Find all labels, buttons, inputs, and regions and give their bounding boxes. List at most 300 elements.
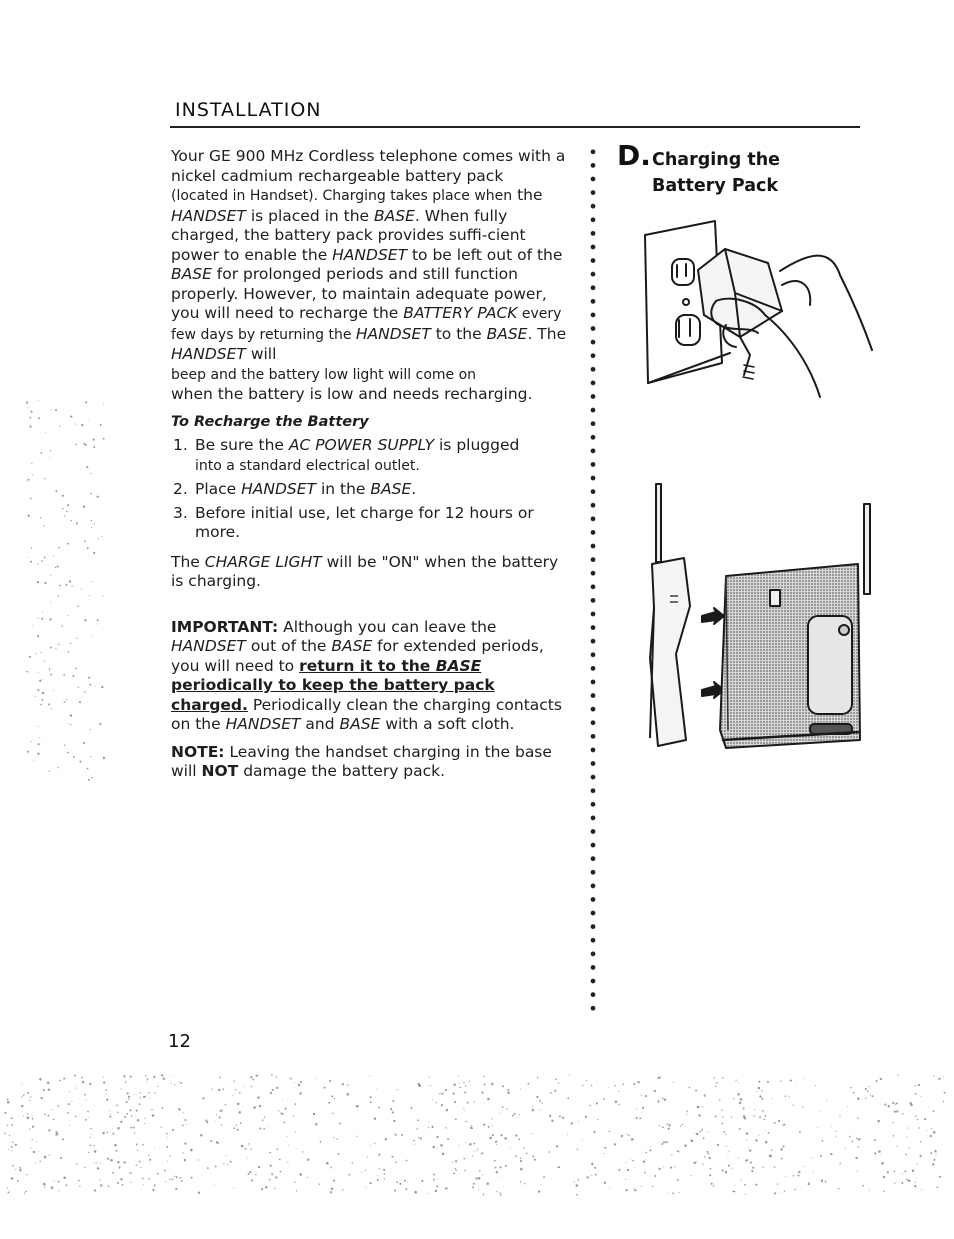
intro-text: is placed in the [245, 206, 375, 225]
speckle [721, 1110, 722, 1111]
speckle [112, 1172, 114, 1174]
step-number: 2. [173, 480, 188, 498]
term-handset: HANDSET [171, 206, 246, 225]
speckle [28, 407, 29, 408]
speckle [578, 1121, 579, 1122]
speckle [822, 1140, 824, 1142]
speckle [152, 1189, 154, 1191]
speckle [251, 1148, 252, 1149]
speckle [11, 1124, 13, 1126]
speckle [738, 1082, 739, 1083]
speckle [845, 1148, 846, 1149]
speckle [716, 1082, 718, 1084]
speckle [37, 689, 39, 691]
speckle [892, 1102, 894, 1104]
speckle [67, 543, 69, 545]
speckle [799, 1131, 801, 1133]
speckle [91, 527, 92, 528]
speckle [763, 1166, 764, 1167]
speckle [437, 1148, 438, 1149]
speckle [50, 575, 51, 576]
speckle [27, 1117, 30, 1120]
speckle [109, 1116, 111, 1118]
speckle [166, 1146, 168, 1148]
speckle [410, 1107, 412, 1109]
speckle [428, 1127, 429, 1128]
speckle [49, 618, 51, 620]
important-paragraph [171, 618, 571, 735]
speckle [144, 1118, 145, 1119]
speckle [72, 675, 74, 677]
speckle [650, 1149, 652, 1151]
speckle [943, 1101, 945, 1103]
speckle [673, 1082, 674, 1083]
speckle [785, 1095, 786, 1096]
speckle [695, 1133, 696, 1134]
speckle [704, 1156, 705, 1157]
speckle [483, 1193, 484, 1194]
speckle [665, 1141, 667, 1143]
speckle [148, 1092, 150, 1094]
speckle [81, 424, 83, 426]
speckle [47, 1082, 50, 1085]
speckle [518, 1138, 520, 1140]
speckle [35, 696, 36, 697]
speckle [36, 1141, 37, 1142]
speckle [393, 1120, 395, 1122]
speckle [870, 1095, 871, 1096]
speckle [374, 1117, 377, 1120]
term-ac-power-supply: AC POWER SUPPLY [288, 436, 435, 454]
speckle [701, 1129, 703, 1131]
speckle [68, 615, 69, 616]
speckle [31, 1148, 32, 1149]
speckle [219, 1117, 221, 1119]
speckle [38, 726, 39, 727]
speckle [520, 1160, 522, 1162]
speckle [313, 1113, 315, 1115]
speckle [162, 1107, 164, 1109]
speckle [751, 1170, 753, 1172]
speckle [165, 1181, 166, 1182]
speckle [176, 1176, 178, 1178]
speckle [865, 1098, 866, 1099]
speckle [11, 1146, 13, 1148]
speckle [369, 1075, 370, 1076]
speckle [110, 1114, 111, 1115]
speckle [743, 1108, 745, 1110]
speckle [505, 1165, 507, 1167]
speckle [930, 1152, 932, 1154]
speckle [106, 1099, 108, 1101]
speckle [531, 1133, 532, 1134]
speckle [63, 1077, 65, 1079]
speckle [94, 1189, 96, 1191]
speckle [91, 520, 93, 522]
intro-text: for prolonged periods and still function properly. However, to maintain adequate power, you will need to recharge the [171, 265, 547, 322]
speckle [501, 1177, 502, 1178]
speckle [487, 1098, 489, 1100]
speckle [227, 1164, 228, 1165]
speckle [853, 1092, 855, 1094]
speckle [538, 1190, 540, 1192]
speckle [558, 1166, 560, 1168]
arrow-top-icon [702, 608, 724, 624]
speckle [97, 619, 99, 621]
speckle [270, 1092, 272, 1094]
speckle [370, 1145, 371, 1146]
speckle [869, 1189, 870, 1190]
speckle [40, 704, 42, 706]
speckle [108, 1185, 110, 1187]
speckle [868, 1086, 869, 1087]
step-text: into a standard electrical outlet. [195, 457, 420, 474]
speckle [244, 1148, 246, 1150]
speckle [427, 1193, 428, 1194]
speckle [133, 1094, 134, 1095]
speckle [93, 1145, 94, 1146]
speckle [41, 1097, 43, 1099]
speckle [214, 1121, 215, 1122]
speckle [657, 1101, 659, 1103]
speckle [42, 699, 44, 701]
speckle [668, 1128, 670, 1130]
speckle [477, 1148, 478, 1149]
speckle [78, 687, 79, 688]
term-handset: HANDSET [332, 245, 408, 264]
speckle [507, 1092, 509, 1094]
speckle [915, 1085, 916, 1086]
speckle [27, 1092, 29, 1094]
speckle [920, 1155, 922, 1157]
speckle [225, 1155, 226, 1156]
speckle [943, 1076, 944, 1077]
speckle [182, 1124, 184, 1126]
speckle [171, 1083, 172, 1084]
speckle [384, 1178, 385, 1179]
speckle [190, 1149, 193, 1152]
speckle [755, 1184, 757, 1186]
speckle [447, 1138, 449, 1140]
speckle [442, 1153, 445, 1156]
speckle [524, 1183, 525, 1184]
speckle [116, 1105, 118, 1107]
speckle [741, 1180, 742, 1181]
speckle [914, 1185, 916, 1187]
spacer [171, 600, 571, 618]
step-text: is plugged [434, 436, 520, 454]
speckle [84, 1167, 85, 1168]
speckle [236, 1125, 237, 1126]
list-item [171, 504, 571, 543]
speckle [181, 1180, 183, 1182]
speckle [458, 1076, 459, 1077]
speckle [839, 1163, 841, 1165]
speckle [93, 446, 95, 448]
speckle [66, 511, 68, 513]
speckle [37, 618, 38, 619]
speckle [49, 770, 50, 771]
speckle [621, 1137, 622, 1138]
speckle [897, 1075, 898, 1076]
speckle [8, 1149, 9, 1150]
intro-text: when the battery is low and needs recharging. [171, 385, 533, 403]
speckle [120, 1178, 122, 1180]
speckle [328, 1102, 330, 1104]
speckle [639, 1117, 641, 1119]
speckle [618, 1091, 619, 1092]
speckle [136, 1110, 138, 1112]
speckle [674, 1166, 675, 1167]
speckle [557, 1167, 558, 1168]
speckle [474, 1143, 476, 1145]
speckle [121, 1089, 122, 1090]
body-text: Leaving the handset charging in the base will [171, 742, 552, 780]
speckle [418, 1137, 419, 1138]
speckle [821, 1153, 822, 1154]
speckle [148, 1155, 149, 1156]
speckle [484, 1083, 486, 1085]
speckle [307, 1177, 308, 1178]
speckle [504, 1137, 507, 1140]
speckle [294, 1082, 295, 1083]
speckle [476, 1150, 477, 1151]
speckle [233, 1127, 235, 1129]
speckle [847, 1106, 848, 1107]
speckle [745, 1194, 746, 1195]
speckle [614, 1143, 616, 1145]
speckle [370, 1182, 372, 1184]
speckle [661, 1143, 663, 1145]
speckle [342, 1189, 343, 1190]
speckle [103, 438, 105, 440]
speckle [221, 1124, 222, 1125]
speckle [520, 1181, 522, 1183]
speckle [87, 1111, 89, 1113]
speckle [33, 760, 34, 761]
speckle [315, 1078, 316, 1079]
speckle [822, 1179, 824, 1181]
speckle [20, 1169, 22, 1171]
speckle [510, 1148, 511, 1149]
speckle [641, 1112, 642, 1113]
term-base: BASE [370, 480, 412, 498]
speckle [56, 1133, 58, 1135]
speckle [494, 1160, 496, 1162]
speckle [39, 680, 41, 682]
speckle [802, 1106, 803, 1107]
speckle [761, 1098, 763, 1100]
speckle [12, 1141, 13, 1142]
speckle [679, 1192, 680, 1193]
speckle [179, 1081, 180, 1082]
speckle [878, 1150, 881, 1153]
speckle [636, 1108, 637, 1109]
intro-text: . The [527, 324, 567, 343]
speckle [463, 1082, 464, 1083]
speckle [585, 1116, 587, 1118]
speckle [938, 1078, 940, 1080]
speckle [30, 561, 32, 563]
section-title [652, 147, 832, 199]
speckle [62, 1138, 64, 1140]
speckle [691, 1175, 692, 1176]
body-text: The [171, 552, 205, 571]
speckle [248, 1143, 249, 1144]
speckle [907, 1128, 908, 1129]
speckle [280, 1171, 282, 1173]
speckle [145, 1075, 147, 1077]
speckle [633, 1188, 634, 1189]
speckle [144, 1123, 145, 1124]
speckle [93, 552, 95, 554]
speckle [53, 1180, 54, 1181]
speckle [695, 1162, 696, 1163]
speckle [374, 1143, 375, 1144]
speckle [445, 1127, 446, 1128]
speckle [562, 1117, 564, 1119]
speckle [933, 1131, 936, 1134]
speckle [750, 1162, 752, 1164]
speckle [604, 1147, 606, 1149]
speckle [31, 547, 32, 548]
speckle [668, 1124, 670, 1126]
speckle [215, 1166, 217, 1168]
speckle [117, 1161, 119, 1163]
speckle [686, 1110, 688, 1112]
speckle [894, 1183, 895, 1184]
speckle [102, 536, 103, 537]
speckle [84, 1094, 86, 1096]
speckle [540, 1184, 541, 1185]
speckle [543, 1176, 545, 1178]
speckle [780, 1193, 781, 1194]
speckle [370, 1096, 372, 1098]
speckle [29, 656, 31, 658]
speckle [276, 1076, 277, 1077]
speckle [41, 560, 43, 562]
speckle [103, 756, 104, 757]
speckle [164, 1170, 166, 1172]
speckle [479, 1170, 481, 1172]
speckle [664, 1099, 666, 1101]
speckle [140, 1092, 141, 1093]
speckle [302, 1151, 303, 1152]
speckle [502, 1085, 504, 1087]
speckle [416, 1128, 418, 1130]
speckle [549, 1115, 551, 1117]
speckle [117, 1112, 119, 1114]
speckle [785, 1096, 786, 1097]
step-text: Be sure the [195, 436, 289, 454]
speckle [65, 584, 67, 586]
speckle [94, 445, 95, 446]
speckle [574, 1181, 575, 1182]
intro-text: every few days by returning the [171, 306, 562, 343]
speckle [482, 1174, 483, 1175]
outlet-plug-illustration [640, 215, 880, 415]
speckle [85, 1100, 86, 1101]
speckle [520, 1157, 522, 1159]
speckle [515, 1134, 517, 1136]
speckle [92, 438, 94, 440]
speckle [287, 1161, 288, 1162]
speckle [53, 556, 54, 557]
speckle [445, 1089, 447, 1091]
speckle [429, 1121, 430, 1122]
page-number: 12 [168, 1031, 191, 1052]
speckle [130, 1172, 132, 1174]
speckle [689, 1087, 691, 1089]
speckle [94, 1150, 97, 1153]
speckle [586, 1176, 588, 1178]
speckle [436, 1185, 438, 1187]
speckle [850, 1087, 852, 1089]
speckle [147, 1078, 149, 1080]
ac-adapter [698, 249, 782, 337]
speckle [933, 1110, 935, 1112]
speckle [473, 1101, 474, 1102]
speckle [43, 1089, 45, 1091]
speckle [420, 1137, 422, 1139]
speckle [658, 1168, 660, 1170]
speckle [7, 1098, 9, 1100]
speckle [65, 1184, 67, 1186]
speckle [658, 1076, 660, 1078]
speckle [774, 1122, 776, 1124]
speckle [257, 1096, 259, 1098]
speckle [534, 1159, 536, 1161]
speckle [515, 1155, 517, 1157]
list-item [171, 480, 571, 500]
speckle [831, 1126, 832, 1127]
speckle [174, 1084, 175, 1085]
speckle [657, 1077, 659, 1079]
speckle [418, 1084, 421, 1087]
speckle [392, 1111, 394, 1113]
speckle [478, 1189, 479, 1190]
speckle [667, 1123, 669, 1125]
speckle [88, 677, 90, 679]
speckle [857, 1146, 859, 1148]
speckle [30, 411, 32, 413]
speckle [105, 1089, 107, 1091]
speckle [53, 690, 54, 691]
speckle [915, 1093, 917, 1095]
speckle [596, 1081, 597, 1082]
speckle [771, 1149, 773, 1151]
speckle [744, 1184, 746, 1186]
speckle [645, 1095, 647, 1097]
speckle [330, 1191, 332, 1193]
speckle [50, 450, 51, 451]
intro-text: to the [430, 324, 487, 343]
speckle [130, 1127, 132, 1129]
speckle [253, 1106, 256, 1109]
speckle [872, 1095, 874, 1097]
speckle [31, 463, 32, 464]
speckle [68, 651, 70, 653]
speckle [768, 1132, 770, 1134]
speckle [211, 1089, 212, 1090]
list-item [171, 436, 571, 476]
speckle [733, 1098, 734, 1099]
speckle [609, 1187, 610, 1188]
speckle [473, 1183, 475, 1185]
speckle [320, 1141, 322, 1143]
speckle [255, 1174, 256, 1175]
speckle [126, 1101, 128, 1103]
